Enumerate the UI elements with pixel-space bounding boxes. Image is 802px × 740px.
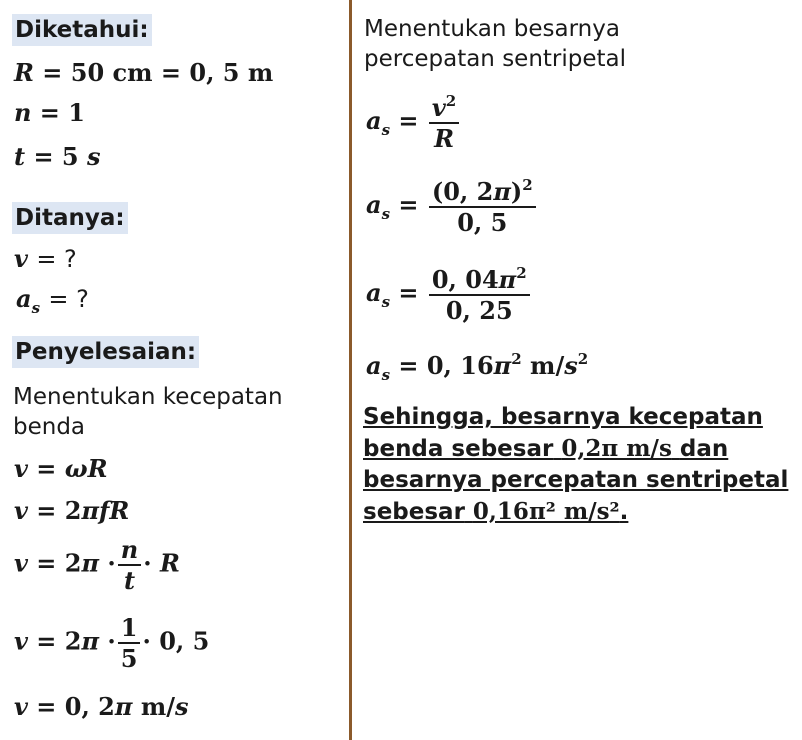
velocity-step-3: v = 2π · $\frac{n}{t}$ · R — [14, 535, 180, 595]
conclusion-part2: dan besarnya percepatan sentripetal sebesar — [363, 436, 789, 525]
conclusion-end: . — [619, 499, 629, 525]
accel-intro: Menentukan besarnya percepatan sentripetal — [364, 16, 627, 72]
velocity-step-4: v = 2π · $\frac{1}{5}$ · 0, 5 — [14, 613, 210, 673]
known-t: t = 5 s — [14, 142, 101, 171]
conclusion-v-value: 0,2π m/s — [561, 435, 672, 462]
asked-heading: Ditanya: — [12, 202, 128, 234]
asked-as: $a_s$ = ? — [16, 284, 89, 317]
accel-result: $a_s = 0$, $16\pi^2$ $m/s^2$ — [366, 350, 589, 384]
accel-step-1: $a_s$ = $\frac{v^2}{R}$ — [366, 92, 461, 153]
velocity-intro: Menentukan kecepatan benda — [13, 384, 283, 440]
velocity-step-1: v = ωR — [14, 454, 108, 483]
accel-step-2: $a_s$ = $\frac{(0, 2\pi)^2}{0, 5}$ — [366, 176, 538, 237]
column-divider — [349, 0, 352, 740]
velocity-result: v = 0, 2π m/s — [14, 692, 189, 721]
known-radius: R = 50 cm = 0, 5 m — [14, 58, 274, 87]
conclusion-part1: Sehingga, besarnya kecepatan benda sebesar — [363, 404, 763, 462]
known-n: n = 1 — [14, 98, 85, 127]
accel-step-3: $a_s$ = $\frac{0, 04\pi^2}{0, 25}$ — [366, 264, 532, 325]
conclusion-a-value: 0,16π² m/s² — [472, 498, 620, 525]
asked-v: v = ? — [14, 244, 77, 273]
velocity-step-2: v = 2πfR — [14, 496, 130, 525]
known-heading: Diketahui: — [12, 14, 152, 46]
solution-heading: Penyelesaian: — [12, 336, 199, 368]
conclusion — [363, 402, 793, 528]
